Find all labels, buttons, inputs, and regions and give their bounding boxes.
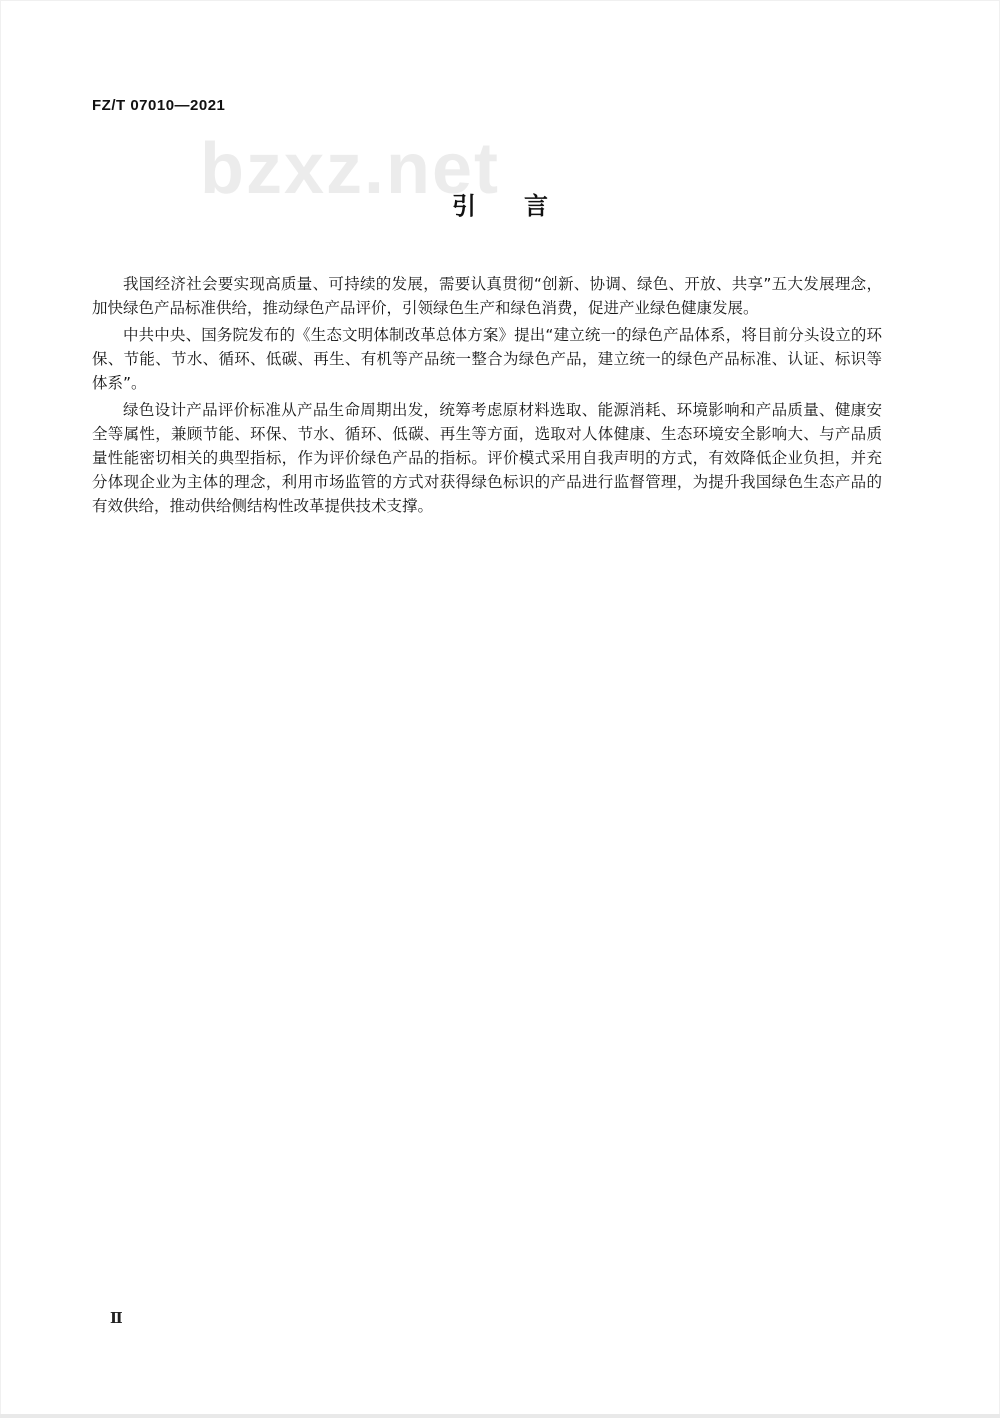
watermark: bzxz.net — [200, 129, 501, 209]
page-bottom-edge — [0, 1414, 1000, 1418]
body-text — [92, 272, 882, 521]
paragraph-3: 绿色设计产品评价标准从产品生命周期出发，统筹考虑原材料选取、能源消耗、环境影响和产品质量、健康安全等属性，兼顾节能、环保、节水、循环、低碳、再生等方面，选取对人体健康、生态环境安全影响大、与产品质量性能密切相关的典型指标，作为评价绿色产品的指标。评价模式采用自我声明的方式，有效降低企业负担，并充分体现企业为主体的理念，利用市场监管的方式对获得绿色标识的产品进行监督管理，为提升我国绿色生态产品的有效供给，推动供给侧结构性改革提供技术支撑。 — [92, 401, 882, 515]
standard-code: FZ/T 07010—2021 — [92, 97, 226, 114]
page-title: 引言 — [452, 192, 596, 220]
paragraph-1: 我国经济社会要实现高质量、可持续的发展，需要认真贯彻“创新、协调、绿色、开放、共享”五大发展理念，加快绿色产品标准供给，推动绿色产品评价，引领绿色生产和绿色消费，促进产业绿色健康发展。 — [92, 275, 882, 317]
page-number: Ⅱ — [110, 1311, 123, 1327]
paragraph-2: 中共中央、国务院发布的《生态文明体制改革总体方案》提出“建立统一的绿色产品体系，将目前分头设立的环保、节能、节水、循环、低碳、再生、有机等产品统一整合为绿色产品，建立统一的绿色产品标准、认证、标识等体系”。 — [92, 326, 882, 392]
